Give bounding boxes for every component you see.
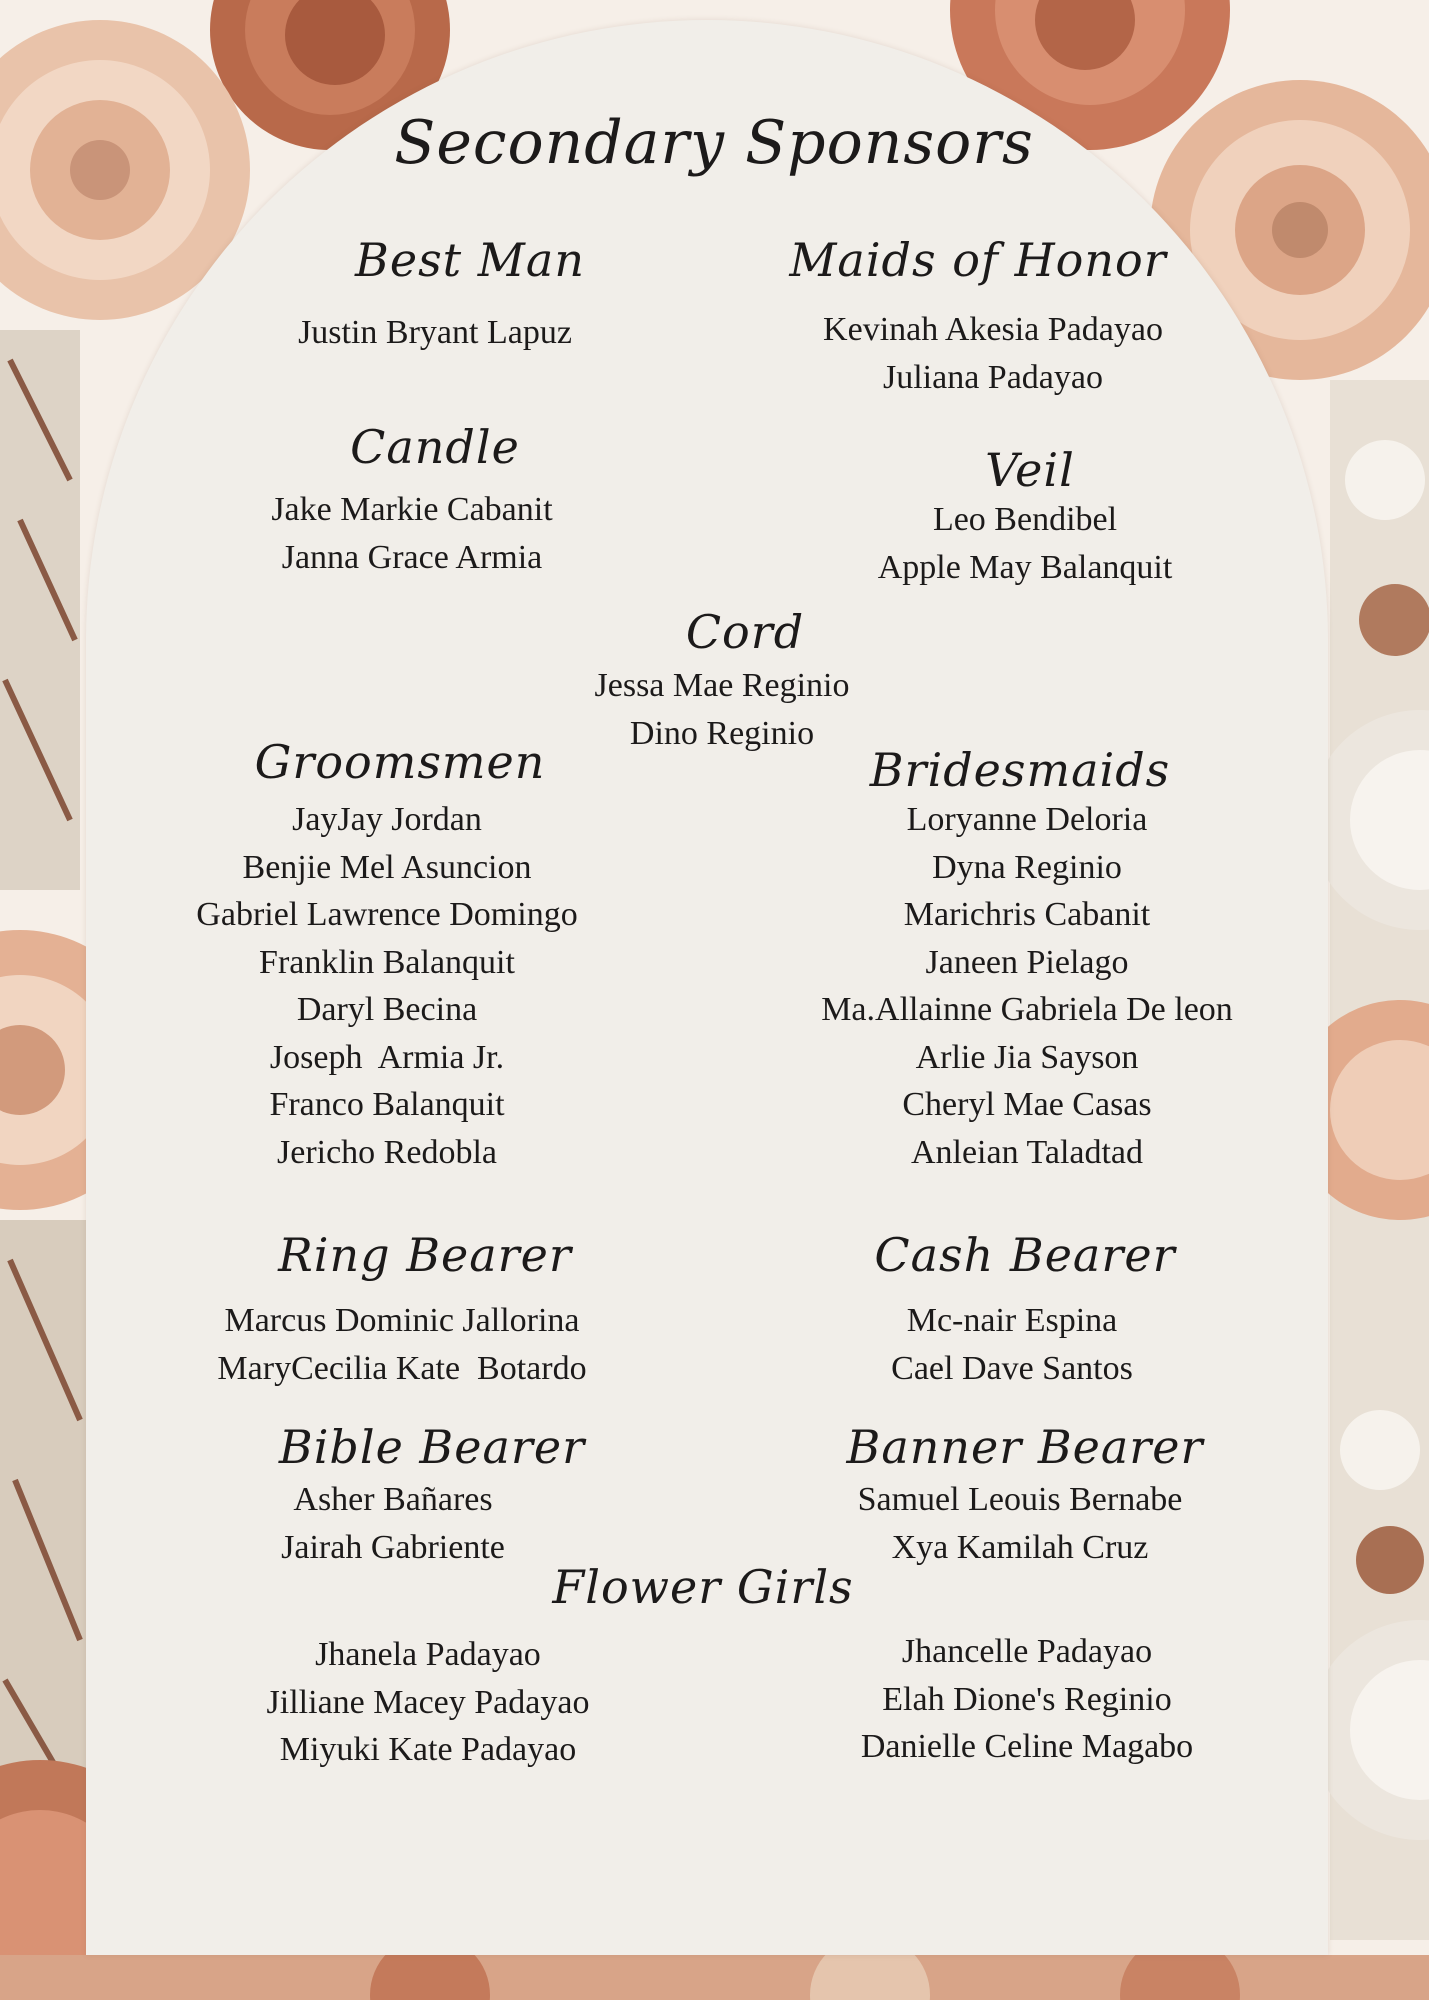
banner-bearer-name: Xya Kamilah Cruz — [891, 1528, 1149, 1566]
maids-of-honor-heading: Maids of Honor — [789, 233, 1167, 287]
banner-bearer-heading: Banner Bearer — [846, 1420, 1204, 1474]
groomsman-name: Franco Balanquit — [269, 1086, 505, 1123]
groomsman-name: Joseph Armia Jr. — [269, 1038, 505, 1076]
bridesmaid-name: Anleian Taladtad — [910, 1133, 1144, 1171]
banner-bearer-names — [858, 1476, 1183, 1571]
ring-bearer-name: MaryCecilia Kate Botardo — [217, 1349, 587, 1387]
groomsmen-heading: Groomsmen — [254, 735, 546, 789]
flower-girl-name: Danielle Celine Magabo — [860, 1728, 1194, 1765]
ring-bearer-name: Marcus Dominic Jallorina — [224, 1302, 580, 1339]
best-man-heading: Best Man — [355, 233, 585, 287]
ring-bearer-names — [217, 1297, 586, 1392]
fern-left — [0, 330, 80, 890]
bridesmaid-name: Janeen Pielago — [925, 943, 1129, 981]
flower-girls-names-left — [267, 1631, 590, 1774]
groomsman-name: Franklin Balanquit — [259, 943, 515, 981]
bridesmaid-name: Arlie Jia Sayson — [915, 1038, 1139, 1076]
flower-girl-name: Jilliane Macey Padayao — [266, 1683, 590, 1721]
cash-bearer-heading: Cash Bearer — [874, 1228, 1176, 1282]
flower-girl-name: Miyuki Kate Padayao — [279, 1731, 577, 1768]
groomsman-name: Benjie Mel Asuncion — [242, 848, 532, 886]
bible-bearer-name: Asher Bañares — [293, 1481, 493, 1518]
page-title: Secondary Sponsors — [394, 108, 1034, 178]
bible-bearer-names — [281, 1476, 505, 1571]
best-man-names — [298, 309, 572, 357]
bridesmaids-names — [821, 796, 1233, 1176]
flower-girl-name: Elah Dione's Reginio — [882, 1680, 1172, 1718]
cash-bearer-names — [891, 1297, 1133, 1392]
veil-name: Leo Bendibel — [932, 501, 1118, 538]
banner-bearer-name: Samuel Leouis Bernabe — [857, 1481, 1183, 1518]
bridesmaid-name: Ma.Allainne Gabriela De leon — [821, 991, 1233, 1028]
flower-girl-name: Jhancelle Padayao — [901, 1633, 1153, 1670]
maids-of-honor-name: Kevinah Akesia Padayao — [823, 311, 1163, 348]
groomsman-name: Gabriel Lawrence Domingo — [196, 896, 578, 933]
bridesmaids-heading: Bridesmaids — [869, 743, 1171, 797]
groomsman-name: JayJay Jordan — [292, 801, 482, 838]
cash-bearer-name: Mc-nair Espina — [906, 1302, 1118, 1339]
candle-names — [271, 486, 552, 581]
cord-name: Dino Reginio — [629, 714, 815, 752]
groomsman-name: Jericho Redobla — [277, 1133, 497, 1171]
bible-bearer-name: Jairah Gabriente — [281, 1528, 505, 1566]
flower-girls-names-right — [861, 1628, 1193, 1771]
bridesmaid-name: Cheryl Mae Casas — [902, 1086, 1152, 1123]
flower-girl-name: Jhanela Padayao — [315, 1636, 541, 1673]
cord-name: Jessa Mae Reginio — [594, 667, 850, 704]
candle-name: Janna Grace Armia — [281, 538, 543, 576]
cash-bearer-name: Cael Dave Santos — [891, 1349, 1133, 1387]
flower-girls-heading: Flower Girls — [552, 1560, 854, 1614]
ring-bearer-heading: Ring Bearer — [278, 1228, 572, 1282]
bridesmaid-name: Loryanne Deloria — [906, 801, 1148, 838]
cord-heading: Cord — [685, 605, 805, 659]
candle-name: Jake Markie Cabanit — [271, 491, 553, 528]
fern-left-lower — [0, 1220, 90, 1800]
maids-of-honor-name: Juliana Padayao — [883, 358, 1103, 396]
cord-names — [595, 662, 850, 757]
veil-names — [878, 496, 1173, 591]
candle-heading: Candle — [350, 420, 520, 474]
groomsman-name: Daryl Becina — [296, 991, 478, 1028]
bible-bearer-heading: Bible Bearer — [278, 1420, 586, 1474]
bridesmaid-name: Dyna Reginio — [932, 848, 1122, 886]
veil-name: Apple May Balanquit — [877, 548, 1173, 586]
groomsmen-names — [196, 796, 577, 1176]
veil-heading: Veil — [985, 443, 1075, 497]
bridesmaid-name: Marichris Cabanit — [903, 896, 1151, 933]
best-man-name: Justin Bryant Lapuz — [298, 314, 572, 351]
maids-of-honor-names — [823, 306, 1163, 401]
